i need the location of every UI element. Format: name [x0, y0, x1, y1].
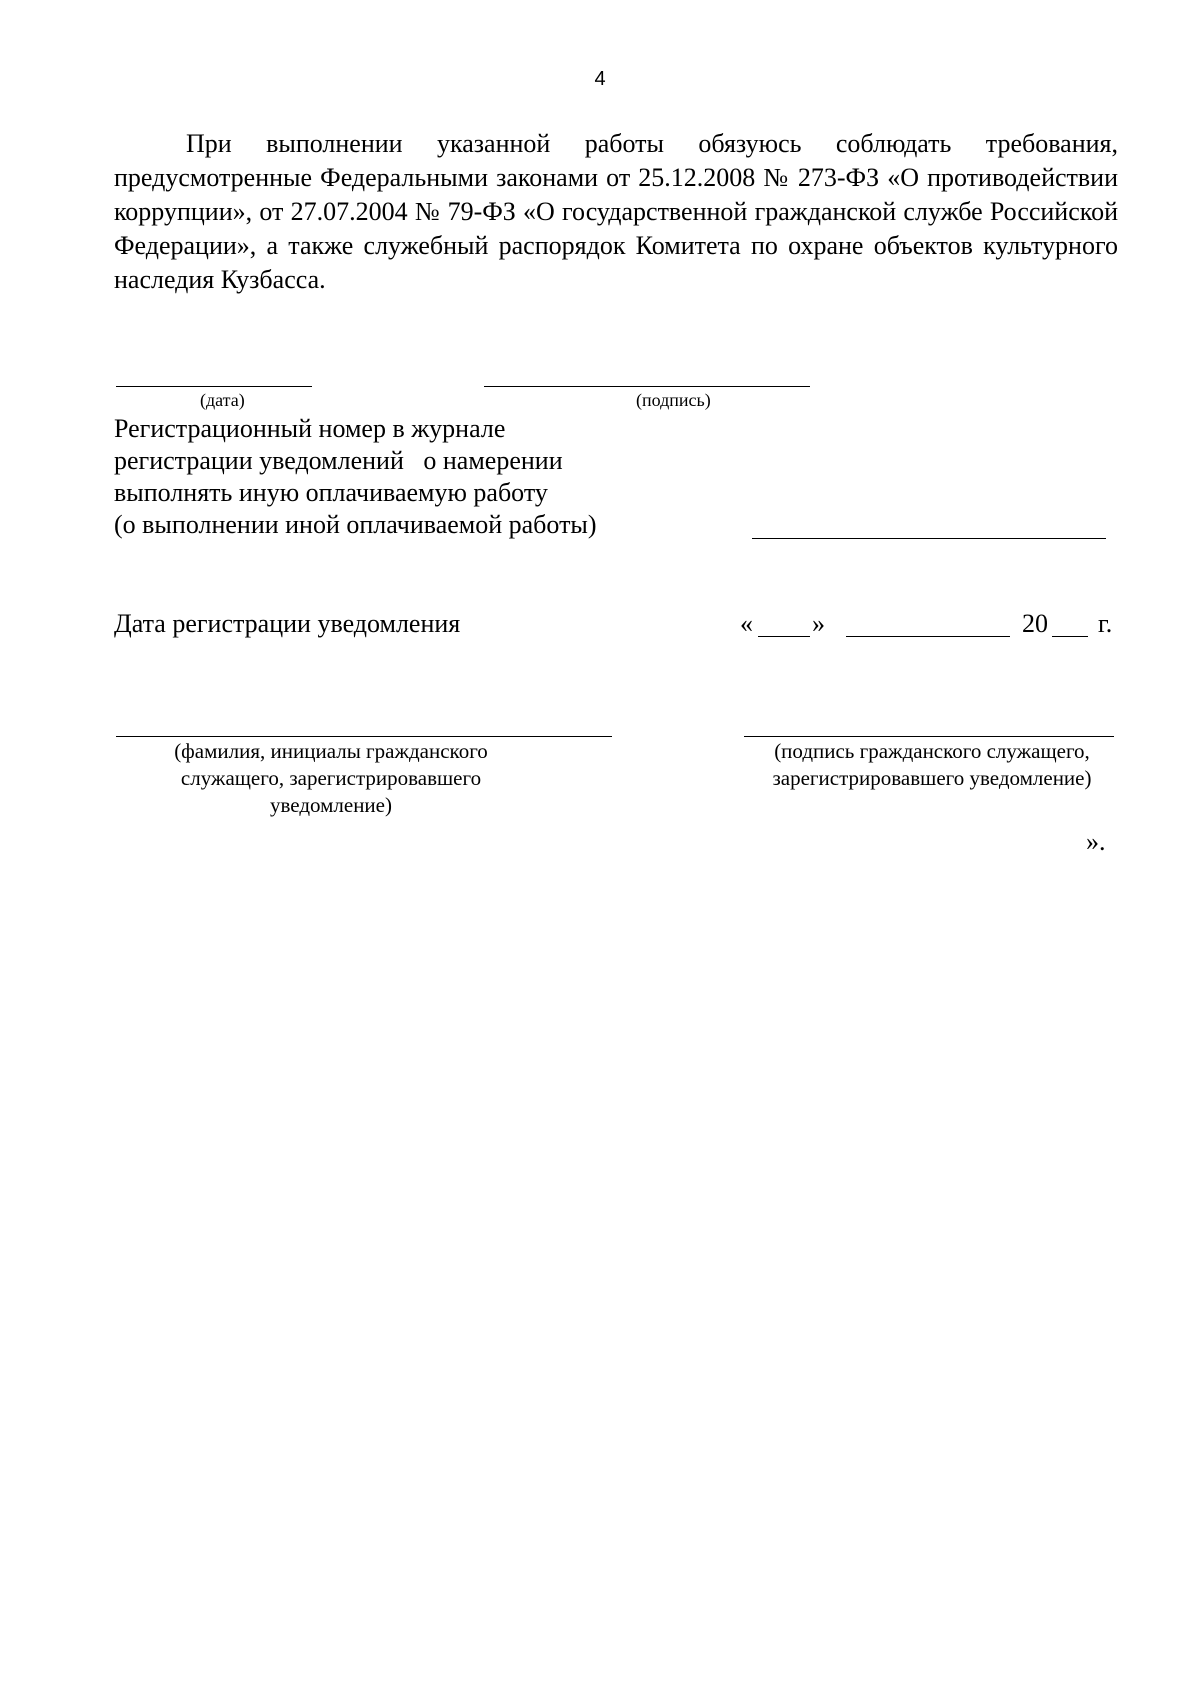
- name-caption-line-2: служащего, зарегистрировавшего: [180, 766, 482, 790]
- obligation-text: При выполнении указанной работы обязуюсь соблюдать требования, предусмотренные Федеральными законами от 25.12.2008 № 273-ФЗ «О противодействии коррупции», от 27.07.2004 № 79-ФЗ «О государственной гражданской службе Российской Федерации», а также служебный распорядок Комитета по охране объектов культурного наследия Кузбасса.: [114, 129, 1118, 294]
- official-signature-caption: [744, 738, 1120, 792]
- date-quote-close: »: [812, 609, 825, 638]
- registration-line-4: (о выполнении иной оплачиваемой работы): [114, 510, 597, 539]
- registration-line-3: выполнять иную оплачиваемую работу: [114, 478, 548, 507]
- registration-number-line: [752, 538, 1106, 539]
- official-caption-line-2: зарегистрировавшего уведомление): [772, 766, 1092, 790]
- date-line: [116, 386, 312, 387]
- registration-number-label: [114, 413, 734, 541]
- date-caption: (дата): [200, 390, 245, 410]
- year-suffix: г.: [1098, 609, 1113, 638]
- name-caption: [116, 738, 612, 819]
- page-number: 4: [594, 68, 606, 90]
- year-prefix: 20: [1022, 609, 1048, 638]
- signature-line: [484, 386, 810, 387]
- name-caption-line-1: (фамилия, инициалы гражданского: [174, 739, 488, 763]
- day-blank: [758, 636, 810, 637]
- name-caption-line-3: уведомление): [269, 793, 392, 817]
- closing-quote: ».: [1086, 827, 1106, 856]
- date-quote-open: «: [740, 609, 753, 638]
- month-blank: [846, 636, 1010, 637]
- registration-line-2: регистрации уведомлений о намерении: [114, 446, 563, 475]
- registration-date-label: Дата регистрации уведомления: [114, 609, 461, 638]
- name-line: [116, 736, 612, 737]
- registration-line-1: Регистрационный номер в журнале: [114, 414, 506, 443]
- obligation-paragraph: [114, 127, 1118, 297]
- year-blank: [1052, 636, 1088, 637]
- official-caption-line-1: (подпись гражданского служащего,: [774, 739, 1090, 763]
- signature-caption: (подпись): [636, 390, 711, 410]
- official-signature-line: [744, 736, 1114, 737]
